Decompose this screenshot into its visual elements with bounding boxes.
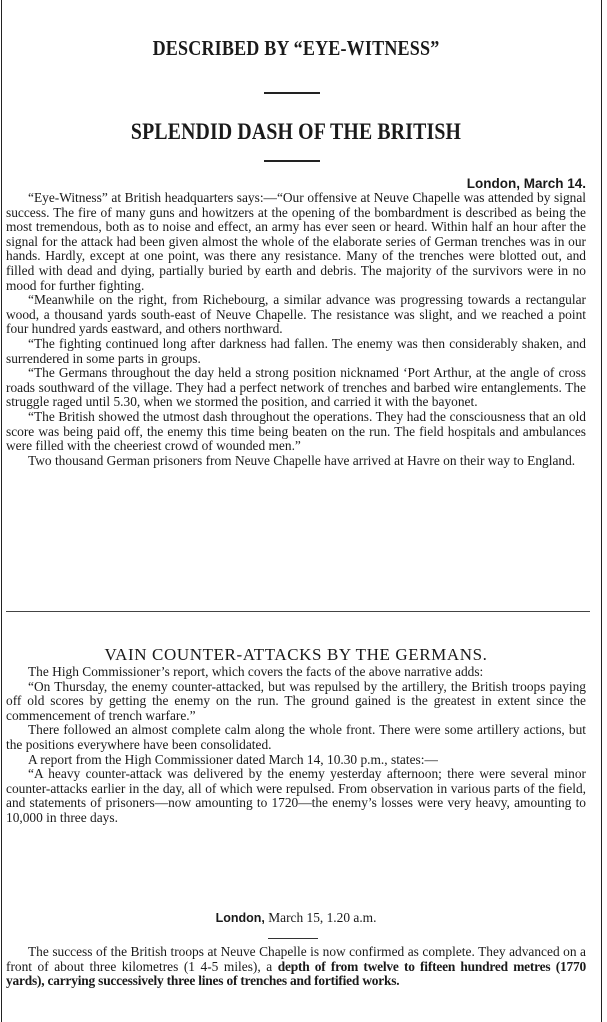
final-body: [6, 945, 586, 989]
paragraph: “On Thursday, the enemy counter-attacked, but was repulsed by the artillery, the British troops paying off old scores by getting the enemy on the run. The ground gained is the greatest in extent since the commencement of trench warfare.”: [6, 678, 586, 723]
dateline-city: London,: [215, 911, 265, 925]
paragraph: “Eye-Witness” at British headquarters says:—“Our offensive at Neuve Chapelle was attended by signal success. The fire of many guns and howitzers at the opening of the bombardment is described as being the most tremendous, both as to noise and effect, an army has ever seen or heard. Within half an hour after the signal for the attack had been given almost the whole of the elaborate series of German trenches was in our hands. Hardly, except at one point, was there any resistance. Many of the trenches were blotted out, and filled with dead and dying, partially buried by earth and debris. The majority of the survivors were in no mood for further fighting.: [6, 190, 586, 293]
article-body: [6, 191, 586, 468]
paragraph: “A heavy counter-attack was delivered by the enemy yesterday afternoon; there were several minor counter-attacks earlier in the day, all of which were repulsed. From observation in various parts of the field, and statements of prisoners—now amounting to 1720—the enemy’s losses were very heavy, amounting to 10,000 in three days.: [6, 766, 586, 825]
final-paragraph-start: The success of the British troops at Neuve Chapelle is now confirmed as complete. They advanced on a front of about three kilometres (1 4-5 miles), a: [6, 944, 586, 974]
dateline-divider: [268, 938, 318, 939]
paragraph: The High Commissioner’s report, which covers the facts of the above narrative adds:: [28, 664, 484, 679]
dateline: London, March 14.: [466, 176, 586, 191]
paragraph: A report from the High Commissioner dated March 14, 10.30 p.m., states:—: [28, 751, 438, 767]
paragraph: [6, 945, 586, 989]
paragraph: Two thousand German prisoners from Neuve Chapelle have arrived at Havre on their way to England.: [28, 452, 576, 468]
paragraph: “The fighting continued long after darkness had fallen. The enemy was then considerably shaken, and surrendered in some parts in groups.: [6, 335, 586, 366]
paragraph: “The Germans throughout the day held a strong position nicknamed ‘Port Arthur, at the angle of cross roads southward of the village. They had a perfect network of trenches and barbed wire entanglements. The struggle raged until 5.30, when we stormed the position, and carried it with the bayonet.: [6, 365, 586, 410]
headline-divider: [264, 92, 320, 94]
subheadline: SPLENDID DASH OF THE BRITISH: [130, 119, 462, 144]
paragraph: “The British showed the utmost dash throughout the operations. They had the consciousness that an old score was being paid off, the enemy this time being beaten on the run. The field hospitals and ambulances were filled with the cheeriest crowd of wounded men.”: [6, 408, 586, 454]
paragraph: “Meanwhile on the right, from Richebourg, a similar advance was progressing towards a rectangular wood, a thousand yards south-east of Neuve Chapelle. The resistance was slight, and we reached a point four hundred yards eastward, and others northward.: [6, 292, 586, 337]
section-divider: [6, 611, 590, 612]
headline: DESCRIBED BY “EYE-WITNESS”: [152, 36, 440, 60]
left-column-rule: [1, 0, 2, 1022]
subheadline-divider: [264, 160, 320, 162]
final-paragraph-end: depth of from twelve to fifteen hundred metres (1770 yards), carrying successively three lines of trenches and fortified works.: [6, 958, 586, 989]
second-dateline: [6, 910, 586, 926]
dateline-time: March 15, 1.20 a.m.: [268, 910, 377, 925]
section-heading: VAIN COUNTER-ATTACKS BY THE GERMANS.: [104, 645, 488, 664]
paragraph: There followed an almost complete calm along the whole front. There were some artillery actions, but the positions everywhere have been consolidated.: [6, 722, 586, 752]
right-column-rule: [601, 0, 602, 1022]
section-body: [6, 665, 586, 826]
